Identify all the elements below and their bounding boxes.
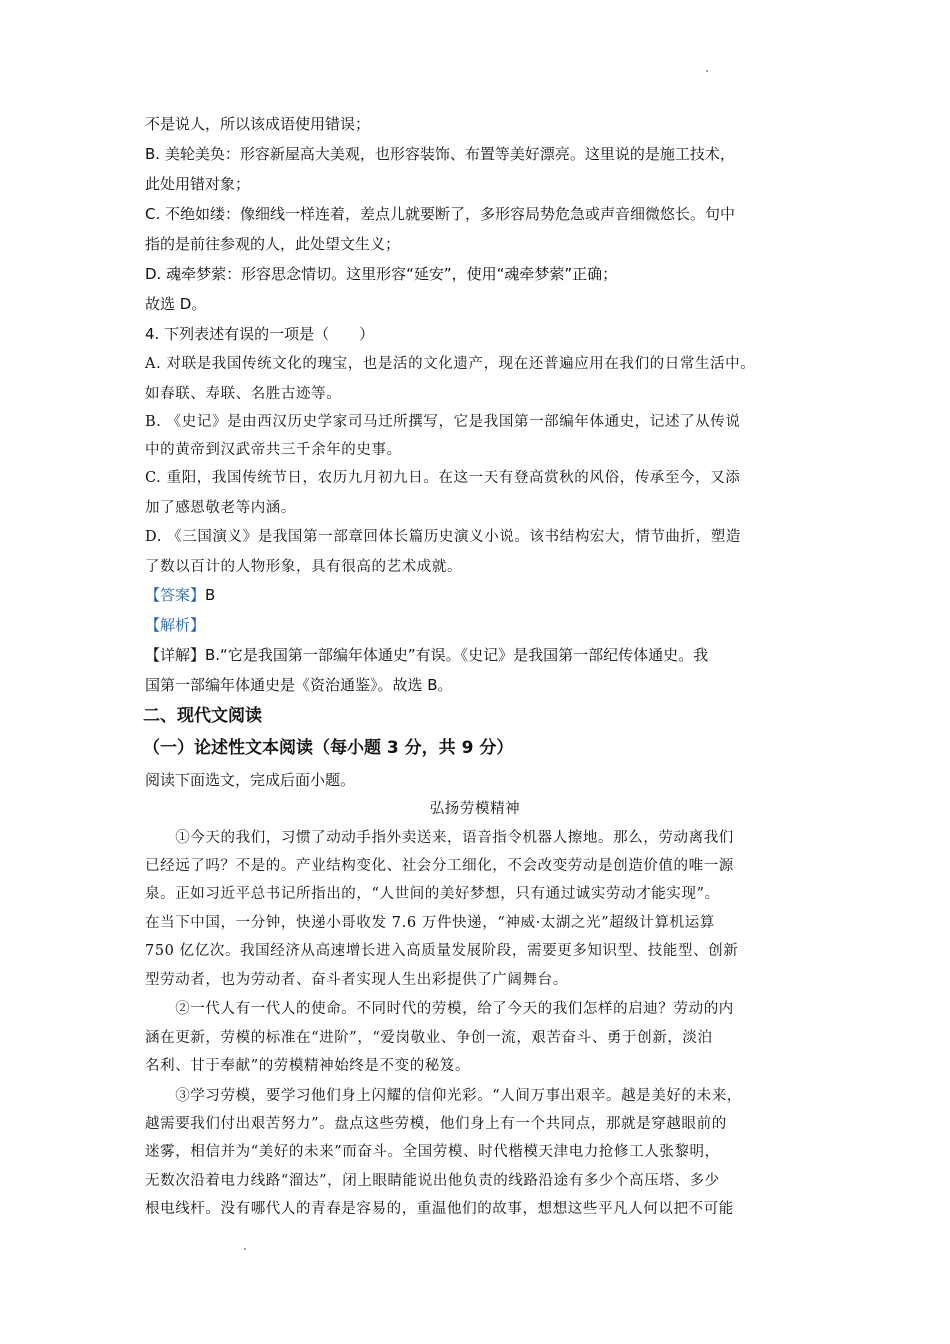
option-c-cont: 加了感恩敬老等内涵。 <box>145 500 296 516</box>
article-line: 泉。正如习近平总书记所指出的，“人世间的美好梦想，只有通过诚实劳动才能实现”。 <box>145 886 720 902</box>
option-b: B. 《史记》是由西汉历史学家司马迁所撰写，它是我国第一部编年体通史，记述了从传说 <box>145 414 741 430</box>
reading-instruction: 阅读下面选文，完成后面小题。 <box>145 771 356 789</box>
question-4-stem: 4. 下列表述有误的一项是（ ） <box>145 325 375 343</box>
article-line: 无数次沿着电力线路“溜达”，闭上眼睛能说出他负责的线路沿途有多少个高压塔、多少 <box>145 1173 720 1189</box>
text-line: B. 美轮美奂：形容新屋高大美观，也形容装饰、布置等美好漂亮。这里说的是施工技术， <box>145 145 735 163</box>
answer-line <box>145 584 825 606</box>
answer-tag: 【答案】 <box>145 586 206 604</box>
analysis-tag: 【解析】 <box>145 616 206 634</box>
answer-value: B <box>205 586 216 604</box>
article-line: 根电线杆。没有哪代人的青春是容易的，重温他们的故事，想想这些平凡人何以把不可能 <box>145 1201 734 1217</box>
article-line: 迷雾，相信并为“美好的未来”而奋斗。全国劳模、时代楷模天津电力抢修工人张黎明， <box>145 1144 720 1160</box>
subsection-heading: （一）论述性文本阅读（每小题 3 分，共 9 分） <box>143 738 514 758</box>
detail-line-1: 【详解】B.“它是我国第一部编年体通史”有误。《史记》是我国第一部纪传体通史。我 <box>145 646 709 664</box>
article-line: 已经远了吗？不是的。产业结构变化、社会分工细化，不会改变劳动是创造价值的唯一源 <box>145 858 734 874</box>
article-line: 名利、甘于奉献”的劳模精神始终是不变的秘笈。 <box>145 1058 471 1074</box>
article-line: 在当下中国，一分钟，快递小哥收发 7.6 万件快递，“神威·太湖之光”超级计算机运算 <box>145 915 715 931</box>
article-line: ③学习劳模，要学习他们身上闪耀的信仰光彩。“人间万事出艰辛。越是美好的未来， <box>145 1088 742 1104</box>
article-line: 型劳动者，也为劳动者、奋斗者实现人生出彩提供了广阔舞台。 <box>145 972 568 988</box>
article-line: 涵在更新，劳模的标准在“进阶”，“爱岗敬业、争创一流，艰苦奋斗、勇于创新，淡泊 <box>145 1030 713 1046</box>
option-a-cont: 如春联、寿联、名胜古迹等。 <box>145 386 342 402</box>
article-line: ②一代人有一代人的使命。不同时代的劳模，给了今天的我们怎样的启迪？劳动的内 <box>145 1001 734 1017</box>
option-a: A. 对联是我国传统文化的瑰宝，也是活的文化遗产，现在还普遍应用在我们的日常生活中。 <box>145 356 756 372</box>
option-d-cont: 了数以百计的人物形象，具有很高的艺术成就。 <box>145 559 463 575</box>
option-b-cont: 中的黄帝到汉武帝共三千余年的史事。 <box>145 442 402 458</box>
option-d: D. 《三国演义》是我国第一部章回体长篇历史演义小说。该书结构宏大，情节曲折，塑造 <box>145 529 741 545</box>
text-line: D. 魂牵梦萦：形容思念情切。这里形容“延安”，使用“魂牵梦萦”正确； <box>145 265 618 283</box>
article-line: 750 亿亿次。我国经济从高速增长进入高质量发展阶段，需要更多知识型、技能型、创新 <box>145 943 739 959</box>
option-c: C. 重阳，我国传统节日，农历九月初九日。在这一天有登高赏秋的风俗，传承至今，又添 <box>145 470 741 486</box>
section-heading: 二、现代文阅读 <box>143 706 262 726</box>
article-line: 越需要我们付出艰苦努力”。盘点这些劳模，他们身上有一个共同点，那就是穿越眼前的 <box>145 1116 727 1132</box>
scan-dot <box>706 70 708 72</box>
text-line: 故选 D。 <box>145 295 207 313</box>
scan-dot <box>244 1248 246 1250</box>
text-line: 此处用错对象； <box>145 175 251 193</box>
article-title: 弘扬劳模精神 <box>429 801 521 817</box>
text-line: 不是说人，所以该成语使用错误； <box>145 115 371 133</box>
text-line: C. 不绝如缕：像细线一样连着，差点儿就要断了，多形容局势危急或声音细微悠长。句中 <box>145 205 736 223</box>
detail-line-2: 国第一部编年体通史是《资治通鉴》。故选 B。 <box>145 676 453 694</box>
article-line: ①今天的我们，习惯了动动手指外卖送来，语音指令机器人擦地。那么，劳动离我们 <box>145 830 734 846</box>
text-line: 指的是前往参观的人，此处望文生义； <box>145 235 401 253</box>
